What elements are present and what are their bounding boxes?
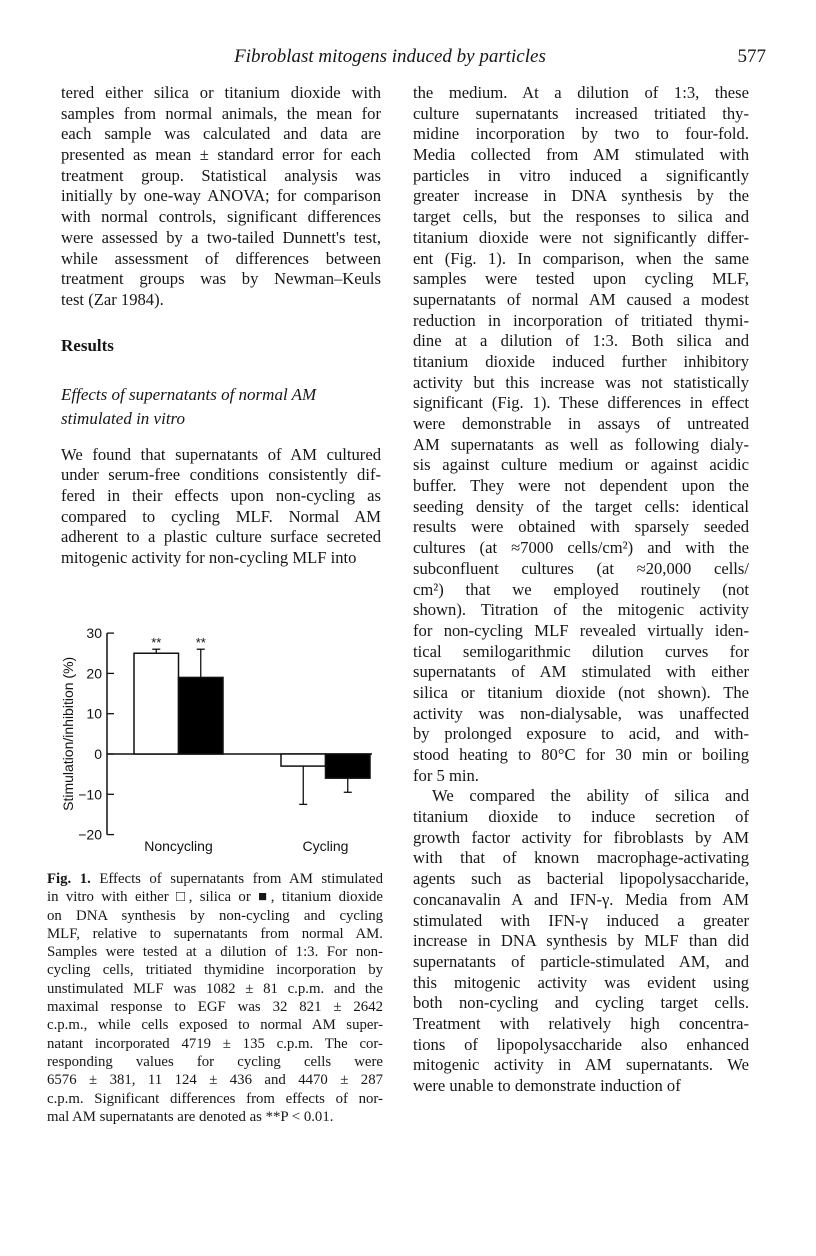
text-line: activity was non-dialysable, was unaffected <box>413 703 749 723</box>
text-line: culture supernatants increased tritiated thy- <box>413 103 749 123</box>
text-line: concanavalin A and IFN-γ. Media from AM <box>413 889 749 909</box>
text-line: while assessment of differences between <box>61 248 381 268</box>
caption-line: in vitro with either □, silica or ■, titanium dioxide <box>47 889 383 906</box>
caption-text: Effects of supernatants from AM stimulated <box>99 871 383 887</box>
text-line: activity but this increase was not statistically <box>413 372 749 392</box>
text-line: mitogenic activity in AM supernatants. We <box>413 1055 749 1075</box>
caption-line: maximal response to EGF was 32 821 ± 2642 <box>47 999 383 1016</box>
text-line: were demonstrable in assays of untreated <box>413 414 749 433</box>
text-line: dine at a dilution of 1:3. Both silica and <box>413 331 749 351</box>
caption-line: 6576 ± 381, 11 124 ± 436 and 4470 ± 287 <box>47 1072 383 1089</box>
text-line: greater increase in DNA synthesis by the <box>413 186 749 206</box>
y-axis-label: Stimulation/inhibition (%) <box>60 656 76 811</box>
text-line: tical semilogarithmic dilution curves for <box>413 641 749 661</box>
caption-line: c.p.m., while cells exposed to normal AM super- <box>47 1017 383 1034</box>
text-line: stimulated with IFN-γ induced a greater <box>413 910 749 930</box>
caption-line: on DNA synthesis by non-cycling and cycling <box>47 907 383 924</box>
text-line: each sample was calculated and data are <box>61 124 381 144</box>
text-line: supernatants of normal AM caused a modest <box>413 289 749 309</box>
text-line: initially by one-way ANOVA; for comparison <box>61 186 381 206</box>
text-line: subconfluent cultures (at ≈20,000 cells/ <box>413 558 749 578</box>
caption-line <box>47 870 383 888</box>
y-tick-label: 30 <box>86 625 102 642</box>
caption-line: responding values for cycling cells were <box>47 1053 383 1070</box>
caption-line: cycling cells, tritiated thymidine incorporation by <box>47 962 383 979</box>
text-line: reduction in incorporation of tritiated thymi- <box>413 310 749 330</box>
section-heading-results: Results <box>61 335 114 355</box>
text-line: stood heating to 80°C for 30 min or boiling <box>413 745 749 764</box>
caption-line: unstimulated MLF was 1082 ± 81 c.p.m. and the <box>47 980 383 997</box>
y-tick-label: 0 <box>94 746 102 762</box>
text-line: seeding density of the target cells: identical <box>413 496 749 516</box>
text-line: treatment group. Statistical analysis was <box>61 165 381 185</box>
bar-silica <box>281 754 326 766</box>
x-category-label: Cycling <box>302 838 349 854</box>
text-line: results were obtained with sparsely seeded <box>413 517 749 537</box>
running-title: Fibroblast mitogens induced by particles <box>234 46 546 67</box>
caption-line: natant incorporated 4719 ± 135 c.p.m. The cor- <box>47 1035 383 1052</box>
y-tick-label: 20 <box>86 665 102 682</box>
text-line: adherent to a plastic culture surface secreted <box>61 527 381 547</box>
text-line: treatment groups was by Newman–Keuls <box>61 269 381 289</box>
text-line: Treatment with relatively high concentra- <box>413 1013 749 1033</box>
text-line: mitogenic activity for non-cycling MLF into <box>61 548 357 567</box>
bar-silica <box>134 653 179 754</box>
text-line: by prolonged exposure to acid, and with- <box>413 724 749 744</box>
paragraph-results-intro <box>61 445 381 569</box>
text-line: Media collected from AM stimulated with <box>413 145 749 165</box>
text-line: for non-cycling MLF revealed virtually iden- <box>413 620 749 640</box>
text-line: supernatants of AM stimulated with either <box>413 662 749 682</box>
text-line: growth factor activity for fibroblasts by AM <box>413 827 749 847</box>
text-line: buffer. They were not dependent upon the <box>413 476 749 496</box>
text-line: significant (Fig. 1). These differences in effect <box>413 393 749 413</box>
subheading-line: Effects of supernatants of normal AM <box>61 384 317 404</box>
text-line: were unable to demonstrate induction of <box>413 1076 681 1095</box>
significance-marker: ** <box>151 635 162 651</box>
bar-titanium-dioxide <box>179 677 224 754</box>
text-line: the medium. At a dilution of 1:3, these <box>413 83 749 102</box>
left-column <box>61 83 381 569</box>
y-tick-label: 10 <box>86 705 102 722</box>
text-line: both non-cycling and cycling target cells. <box>413 993 749 1013</box>
subheading-line: stimulated in vitro <box>61 408 186 428</box>
text-line: We compared the ability of silica and <box>432 786 749 806</box>
text-line: supernatants of particle-stimulated AM, and <box>413 951 749 971</box>
text-line: for 5 min. <box>413 765 479 785</box>
text-line: samples were tested upon cycling MLF, <box>413 269 749 289</box>
text-line: AM supernatants as well as following dialy- <box>413 434 749 454</box>
text-line: cultures (at ≈7000 cells/cm²) and with the <box>413 538 749 558</box>
text-line: with that of known macrophage-activating <box>413 848 749 868</box>
paragraph-methods-end <box>61 83 381 311</box>
text-line: titanium dioxide induced further inhibitory <box>413 351 749 371</box>
y-tick-label: −20 <box>78 826 102 843</box>
figure-label: Fig. 1. <box>47 871 91 887</box>
caption-line: Samples were tested at a dilution of 1:3. For non- <box>47 944 383 961</box>
text-line: increase in DNA synthesis by MLF than did <box>413 931 749 951</box>
y-tick-label: −10 <box>78 786 102 803</box>
text-line: presented as mean ± standard error for each <box>61 145 381 165</box>
figure-1-bar-chart <box>40 615 380 865</box>
text-line: samples from normal animals, the mean for <box>61 103 381 123</box>
text-line: sis against culture medium or against acidic <box>413 455 749 475</box>
caption-line: mal AM supernatants are denoted as **P < 0.01. <box>47 1108 334 1125</box>
text-line: this mitogenic activity was evident using <box>413 972 749 992</box>
caption-line: MLF, relative to supernatants from normal AM. <box>47 925 383 942</box>
text-line: fered in their effects upon non-cycling as <box>61 485 381 505</box>
text-line: titanium dioxide to induce secretion of <box>413 807 749 827</box>
significance-marker: ** <box>195 635 206 651</box>
text-line: compared to cycling MLF. Normal AM <box>61 506 381 526</box>
text-line: were assessed by a two-tailed Dunnett's test, <box>61 227 381 247</box>
x-category-label: Noncycling <box>144 838 213 854</box>
bar-titanium-dioxide <box>326 754 371 778</box>
text-line: ent (Fig. 1). In comparison, when the same <box>413 248 749 268</box>
text-line: cm²) that we employed routinely (not <box>413 579 749 599</box>
page-number: 577 <box>737 46 766 67</box>
text-line: midine incorporation by two to four-fold. <box>413 124 749 144</box>
text-line: tered either silica or titanium dioxide with <box>61 83 381 102</box>
text-line: We found that supernatants of AM cultured <box>61 444 381 464</box>
text-line: target cells, but the responses to silica and <box>413 207 749 227</box>
text-line: particles in vitro induced a significantly <box>413 165 749 185</box>
text-line: with normal controls, significant differences <box>61 207 381 227</box>
text-line: test (Zar 1984). <box>61 289 164 309</box>
paragraph-results-2 <box>413 786 749 1096</box>
text-line: titanium dioxide were not significantly differ- <box>413 227 749 247</box>
text-line: silica or titanium dioxide (not shown). The <box>413 682 749 702</box>
text-line: agents such as bacterial lipopolysaccharide, <box>413 869 749 889</box>
figure-caption <box>47 870 383 1126</box>
paragraph-results-1 <box>413 83 749 786</box>
caption-line: c.p.m. Significant differences from effects of nor- <box>47 1090 383 1107</box>
text-line: under serum-free conditions consistently dif- <box>61 465 381 485</box>
text-line: shown). Titration of the mitogenic activity <box>413 600 749 620</box>
subsection-heading <box>61 383 381 431</box>
text-line: tions of lipopolysaccharide also enhanced <box>413 1034 749 1054</box>
right-column <box>413 83 749 1097</box>
